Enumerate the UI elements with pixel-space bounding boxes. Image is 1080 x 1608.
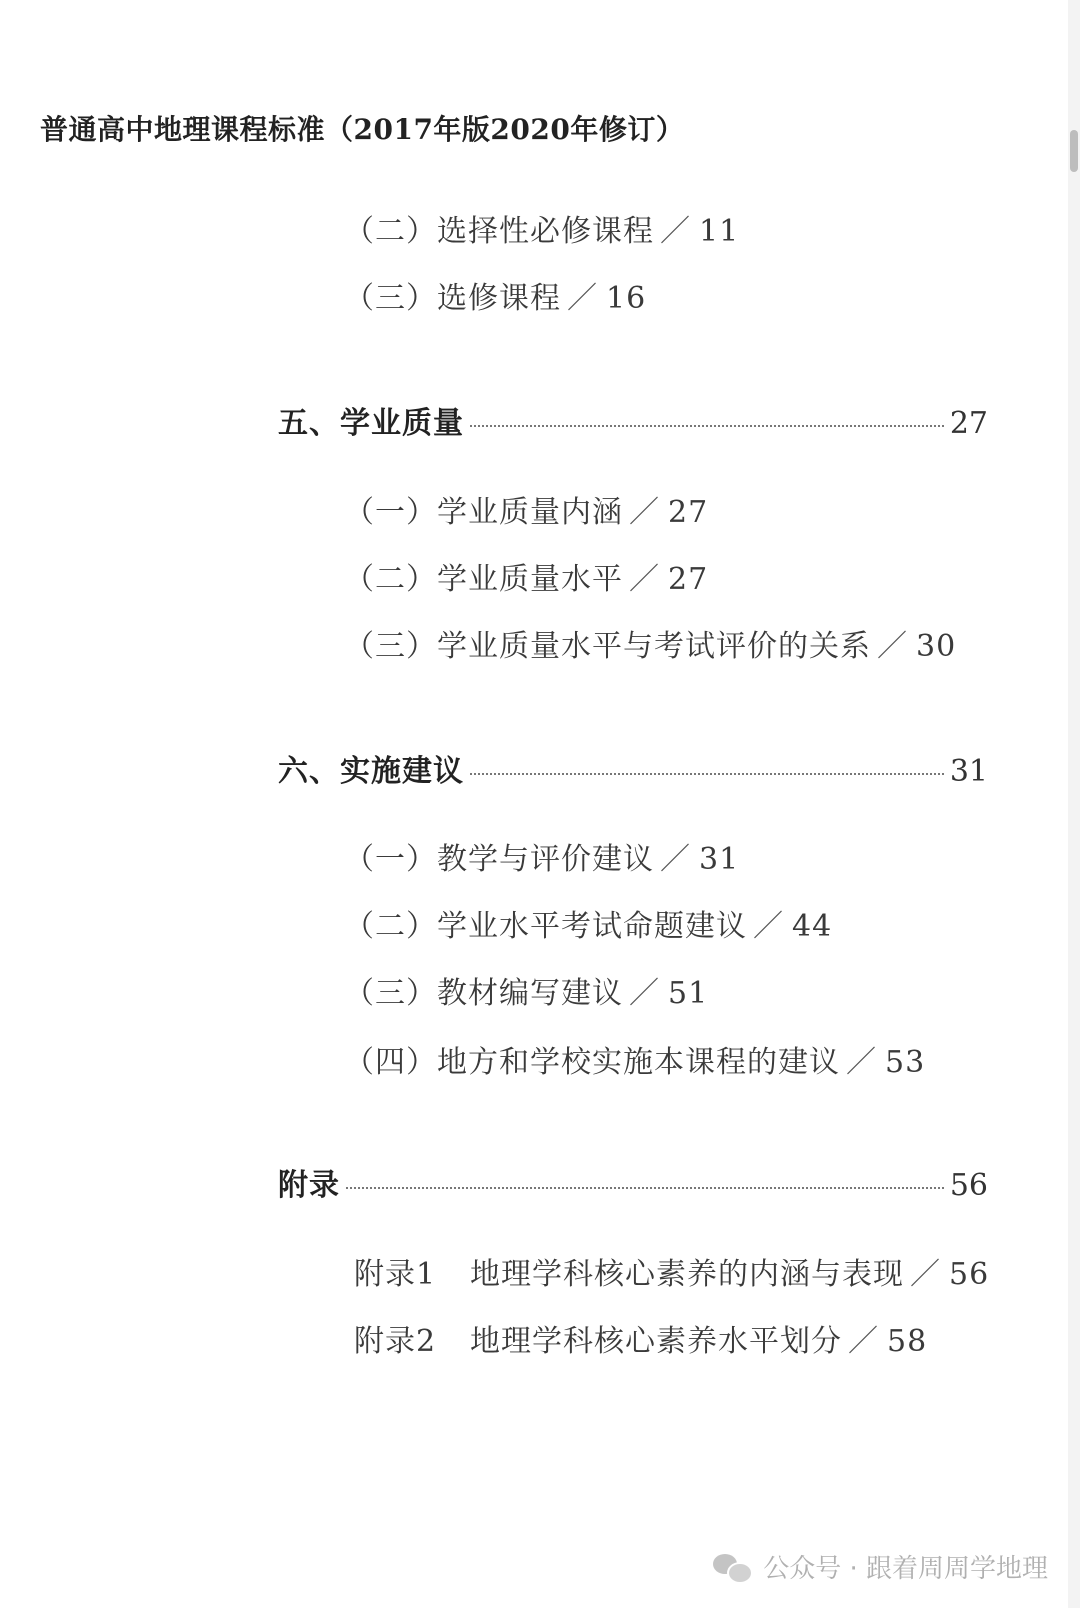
separator: ／ <box>846 1045 877 1080</box>
wechat-icon <box>713 1552 753 1582</box>
toc-item[interactable] <box>344 487 708 531</box>
toc-item[interactable] <box>344 901 832 945</box>
item-title: 学业质量水平 <box>437 562 623 597</box>
toc-appendix-item[interactable] <box>354 1249 989 1293</box>
separator: ／ <box>629 976 660 1011</box>
toc-chapter[interactable] <box>278 398 988 442</box>
item-number: （四） <box>344 1045 437 1080</box>
item-page: 27 <box>668 562 709 597</box>
toc-chapter[interactable] <box>278 746 988 790</box>
item-page: 31 <box>699 842 740 877</box>
item-title: 选修课程 <box>437 281 561 316</box>
item-number: （二） <box>344 214 437 249</box>
item-page: 11 <box>699 214 740 249</box>
item-title: 选择性必修课程 <box>437 214 654 249</box>
toc-item[interactable] <box>344 834 739 878</box>
separator: ／ <box>753 909 784 944</box>
item-title: 学业质量内涵 <box>437 495 623 530</box>
watermark-text: 公众号 · 跟着周周学地理 <box>763 1554 1048 1584</box>
chapter-page: 27 <box>949 406 988 441</box>
leader-dots <box>470 425 944 427</box>
appendix-title: 地理学科核心素养的内涵与表现 <box>470 1257 904 1292</box>
item-number: （二） <box>344 909 437 944</box>
separator: ／ <box>567 281 598 316</box>
item-number: （三） <box>344 629 437 664</box>
item-page: 53 <box>885 1045 926 1080</box>
scrollbar-thumb[interactable] <box>1070 130 1078 172</box>
separator: ／ <box>660 214 691 249</box>
appendix-label: 附录1 <box>354 1257 437 1292</box>
scrollbar-track[interactable] <box>1068 0 1080 1608</box>
appendix-title: 地理学科核心素养水平划分 <box>470 1324 842 1359</box>
separator: ／ <box>660 842 691 877</box>
separator: ／ <box>910 1257 941 1292</box>
chapter-title: 附录 <box>278 1168 340 1203</box>
item-number: （三） <box>344 976 437 1011</box>
separator: ／ <box>848 1324 879 1359</box>
chapter-title: 五、学业质量 <box>278 406 464 441</box>
item-page: 51 <box>668 976 709 1011</box>
leader-dots <box>346 1187 944 1189</box>
separator: ／ <box>629 562 660 597</box>
appendix-page: 56 <box>949 1257 990 1292</box>
item-page: 27 <box>668 495 709 530</box>
toc-item[interactable] <box>344 621 956 665</box>
toc-item[interactable] <box>344 554 708 598</box>
item-title: 教学与评价建议 <box>437 842 654 877</box>
appendix-page: 58 <box>887 1324 928 1359</box>
toc-chapter[interactable] <box>278 1160 988 1204</box>
separator: ／ <box>629 495 660 530</box>
chapter-page: 56 <box>949 1168 988 1203</box>
toc-item[interactable] <box>344 968 708 1012</box>
item-title: 学业质量水平与考试评价的关系 <box>437 629 871 664</box>
toc-item[interactable] <box>344 1037 925 1081</box>
appendix-label: 附录2 <box>354 1324 437 1359</box>
item-number: （三） <box>344 281 437 316</box>
chapter-page: 31 <box>949 754 988 789</box>
item-title: 地方和学校实施本课程的建议 <box>437 1045 840 1080</box>
item-page: 44 <box>792 909 833 944</box>
item-page: 16 <box>606 281 647 316</box>
item-title: 学业水平考试命题建议 <box>437 909 747 944</box>
toc-item[interactable] <box>344 206 739 250</box>
item-number: （一） <box>344 495 437 530</box>
item-number: （一） <box>344 842 437 877</box>
chapter-title: 六、实施建议 <box>278 754 464 789</box>
item-title: 教材编写建议 <box>437 976 623 1011</box>
item-page: 30 <box>916 629 957 664</box>
separator: ／ <box>877 629 908 664</box>
leader-dots <box>470 773 944 775</box>
toc-appendix-item[interactable] <box>354 1316 927 1360</box>
toc-item[interactable] <box>344 273 646 317</box>
book-title: 普通高中地理课程标准（2017年版2020年修订） <box>40 113 685 146</box>
watermark <box>713 1548 1048 1585</box>
item-number: （二） <box>344 562 437 597</box>
